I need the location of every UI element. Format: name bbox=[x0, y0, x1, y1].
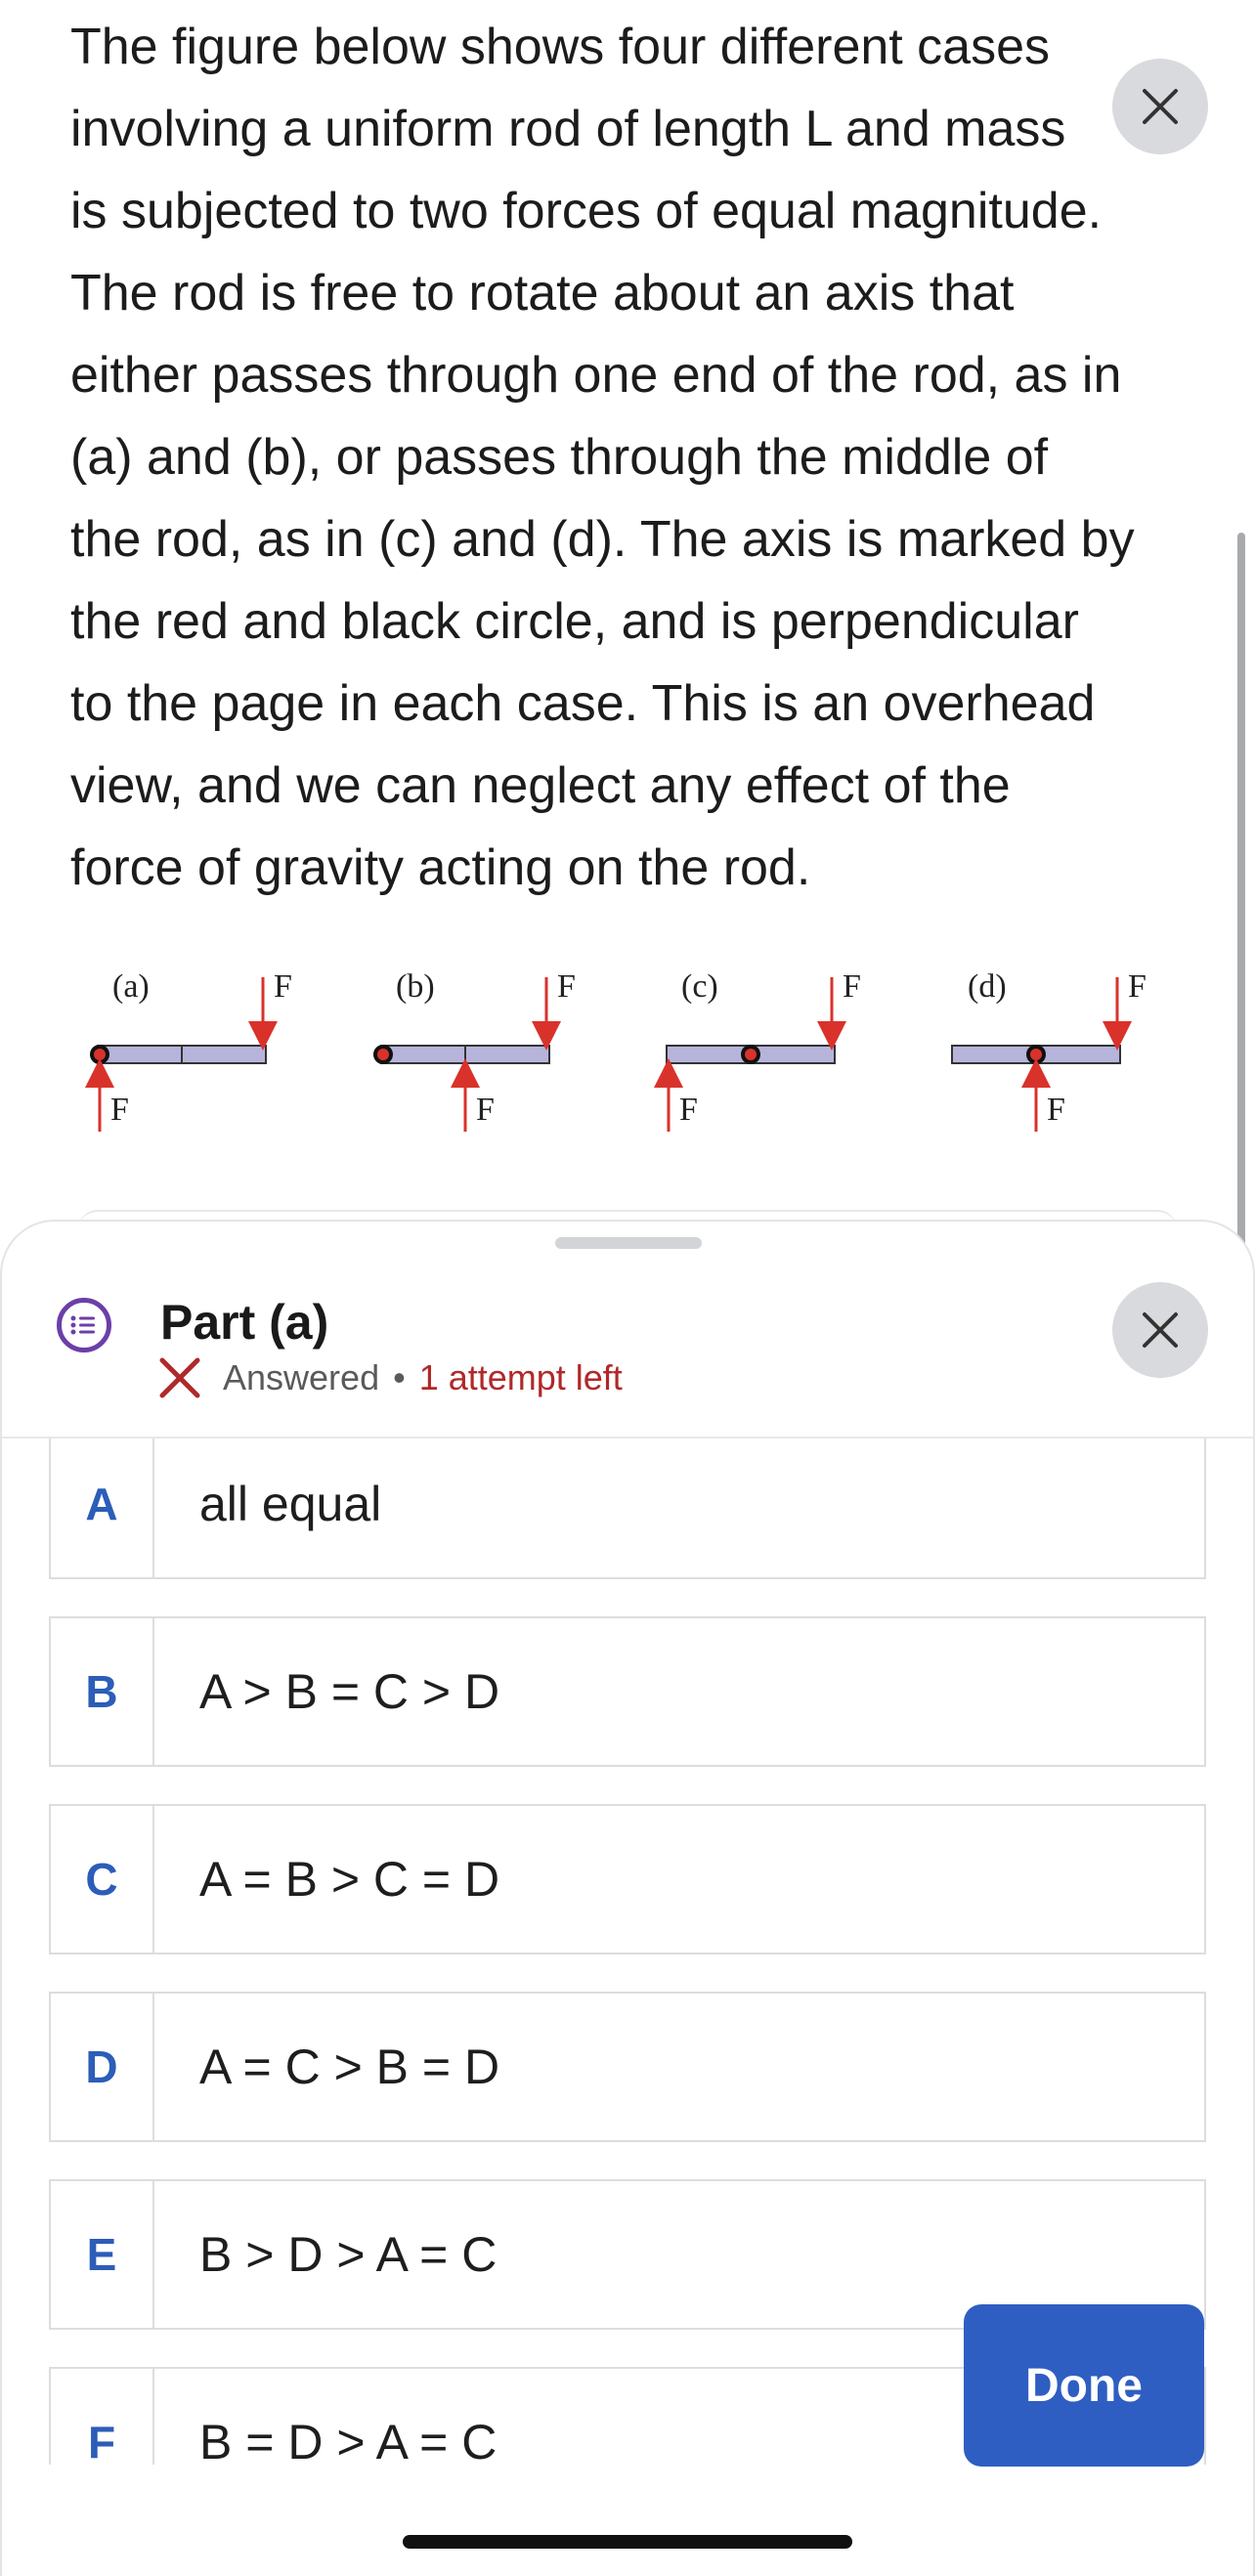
case-label: (c) bbox=[681, 968, 718, 1005]
option-letter: C bbox=[51, 1806, 154, 1953]
option-d[interactable] bbox=[49, 1992, 1206, 2142]
problem-line: to the page in each case. This is an overhead bbox=[70, 675, 1096, 732]
force-label: F bbox=[557, 968, 576, 1005]
rod-diagram bbox=[59, 948, 1212, 1143]
case-a bbox=[92, 968, 292, 1132]
case-label: (b) bbox=[396, 968, 435, 1005]
problem-line: The figure below shows four different cases bbox=[70, 19, 1051, 75]
home-indicator[interactable] bbox=[403, 2535, 852, 2549]
done-button[interactable]: Done bbox=[964, 2304, 1204, 2467]
option-text: A = B > C = D bbox=[199, 1852, 500, 1907]
option-text: A = C > B = D bbox=[199, 2039, 500, 2094]
pivot-axis bbox=[92, 1047, 108, 1062]
option-text: B > D > A = C bbox=[199, 2227, 498, 2282]
pivot-axis bbox=[1028, 1047, 1044, 1062]
problem-line: view, and we can neglect any effect of the bbox=[70, 757, 1011, 814]
problem-line: is subjected to two forces of equal magnitude. bbox=[70, 183, 1103, 239]
problem-text bbox=[70, 6, 1194, 909]
close-sheet-button[interactable] bbox=[1112, 1282, 1208, 1378]
force-label: F bbox=[274, 968, 292, 1005]
option-a[interactable] bbox=[49, 1438, 1206, 1579]
pivot-axis bbox=[743, 1047, 758, 1062]
problem-line: (a) and (b), or passes through the middle of bbox=[70, 429, 1049, 486]
pivot-axis bbox=[375, 1047, 391, 1062]
case-label: (d) bbox=[968, 968, 1007, 1005]
option-b[interactable] bbox=[49, 1616, 1206, 1767]
problem-line: involving a uniform rod of length L and mass bbox=[70, 101, 1066, 157]
scrollbar-thumb[interactable] bbox=[1237, 533, 1245, 1251]
status-label: Answered bbox=[223, 1357, 380, 1397]
status-separator: • bbox=[393, 1357, 406, 1397]
part-title: Part (a) bbox=[160, 1295, 329, 1350]
answer-status bbox=[158, 1349, 623, 1407]
option-letter: B bbox=[51, 1618, 154, 1765]
option-text: B = D > A = C bbox=[199, 2415, 498, 2465]
case-d bbox=[952, 968, 1147, 1132]
case-c bbox=[667, 968, 861, 1132]
problem-line: the red and black circle, and is perpendicular bbox=[70, 593, 1079, 650]
sheet-grabber[interactable] bbox=[555, 1237, 702, 1249]
close-icon bbox=[1141, 87, 1180, 126]
option-text: A > B = C > D bbox=[199, 1664, 500, 1719]
case-label: (a) bbox=[112, 968, 150, 1005]
option-letter: D bbox=[51, 1994, 154, 2140]
rod-figure bbox=[59, 948, 1212, 1143]
close-icon bbox=[1141, 1310, 1180, 1350]
case-b bbox=[375, 968, 576, 1132]
force-label: F bbox=[476, 1092, 495, 1128]
option-letter: E bbox=[51, 2181, 154, 2328]
force-label: F bbox=[679, 1092, 698, 1128]
incorrect-icon bbox=[158, 1356, 201, 1399]
problem-line: either passes through one end of the rod, as in bbox=[70, 347, 1122, 404]
problem-line: The rod is free to rotate about an axis that bbox=[70, 265, 1015, 322]
background-close-button[interactable] bbox=[1112, 59, 1208, 154]
option-c[interactable] bbox=[49, 1804, 1206, 1954]
option-letter: F bbox=[51, 2369, 154, 2465]
force-label: F bbox=[1047, 1092, 1065, 1128]
list-icon bbox=[57, 1298, 111, 1352]
attempts-remaining: 1 attempt left bbox=[418, 1357, 623, 1397]
option-letter: A bbox=[51, 1438, 154, 1577]
option-text: all equal bbox=[199, 1477, 382, 1531]
force-label: F bbox=[1128, 968, 1147, 1005]
list-glyph bbox=[69, 1313, 99, 1337]
problem-line: force of gravity acting on the rod. bbox=[70, 839, 811, 896]
problem-line: the rod, as in (c) and (d). The axis is marked by bbox=[70, 511, 1135, 568]
force-label: F bbox=[110, 1092, 129, 1128]
force-label: F bbox=[843, 968, 861, 1005]
